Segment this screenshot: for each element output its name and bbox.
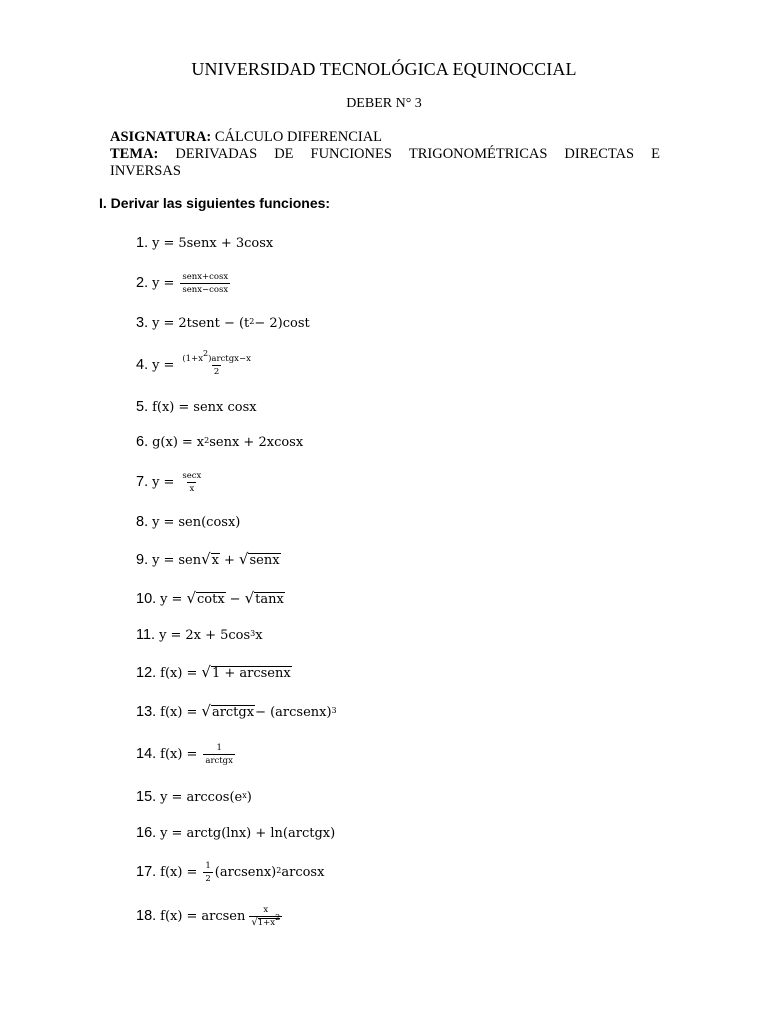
numerator: x [263, 904, 269, 915]
topic-word: FUNCIONES [310, 146, 392, 162]
exercise-16 [136, 818, 335, 848]
topic-word: TRIGONOMÉTRICAS [408, 146, 548, 162]
numerator: senx+cosx [182, 271, 229, 282]
numerator: 1 [216, 742, 222, 753]
exercise-2 [136, 268, 232, 298]
rhs-part: x [255, 627, 263, 643]
lhs: y [152, 552, 160, 568]
exercise-number: 18. [136, 908, 157, 924]
fraction [180, 471, 203, 494]
subject-line [110, 129, 660, 146]
exercise-number: 11. [136, 627, 156, 643]
math-expression: y = sen √ x + √ senx [152, 550, 280, 568]
exercise-number: 5. [136, 399, 149, 415]
square-root [201, 552, 220, 568]
exercise-11 [136, 620, 263, 650]
lhs: f(x) [152, 399, 175, 415]
radical-sign: √ [186, 589, 196, 607]
exercise-number: 12. [136, 665, 157, 681]
exponent: 2 [275, 912, 281, 922]
math-expression: f(x) = √ 1 + arcsenx [160, 663, 291, 681]
rhs-part: − (arcsenx) [255, 704, 332, 720]
math-expression: f(x) = $\frac{1}{2}$ (arcsenx) $^2$ arcosx [160, 860, 325, 884]
radicand: 1 + arcsenx [211, 666, 291, 681]
lhs: f(x) [160, 704, 183, 720]
radicand: cotx [197, 592, 225, 607]
lhs: f(x) [160, 864, 183, 880]
lhs: f(x) [160, 746, 183, 762]
lhs: y [152, 514, 160, 530]
exercise-13 [136, 697, 337, 727]
function-prefix: sen [178, 552, 202, 568]
lhs: y [160, 591, 168, 607]
exercise-12 [136, 658, 292, 688]
exercise-number: 13. [136, 704, 157, 720]
denominator: arctgx [205, 755, 233, 766]
exercise-6 [136, 427, 303, 457]
lhs: y [152, 275, 160, 291]
exercise-number: 9. [136, 552, 149, 568]
math-expression: y = arccos(e $^x$ ) [160, 789, 252, 805]
exercise-3 [136, 308, 310, 338]
numerator-part: )arctgx−x [208, 353, 251, 364]
exercise-number: 16. [136, 825, 157, 841]
rhs: senx cosx [193, 399, 257, 415]
lhs: y [152, 235, 160, 251]
radical-sign: √ [201, 702, 211, 720]
lhs: y [152, 474, 160, 490]
topic-line-2: INVERSAS [110, 163, 181, 179]
radical-sign: √ [238, 550, 249, 568]
math-expression: f(x) = √ arctgx − (arcsenx) $^3$ [160, 702, 337, 720]
topic-word: DERIVADAS [175, 146, 258, 162]
square-root [251, 912, 281, 928]
math-expression: y = √ cotx − √ tanx [160, 589, 284, 607]
radicand: arctgx [211, 705, 255, 720]
exercise-number: 2. [136, 275, 149, 291]
exercise-number: 7. [136, 474, 149, 490]
denominator: senx−cosx [182, 284, 229, 295]
radicand-part: 1+x [257, 917, 276, 928]
lhs: y [160, 825, 168, 841]
exponent: 2 [203, 348, 209, 358]
fraction [203, 861, 212, 884]
topic-label: TEMA: [110, 146, 159, 162]
radicand: x [211, 553, 220, 568]
rhs-part: ) [246, 789, 252, 805]
exercise-number: 14. [136, 746, 157, 762]
exercise-18 [136, 901, 284, 931]
denominator [249, 912, 282, 928]
university-title: UNIVERSIDAD TECNOLÓGICA EQUINOCCIAL [191, 59, 577, 79]
fraction [180, 348, 253, 377]
numerator-part: (1+x [182, 353, 203, 364]
math-expression: y = 2x + 5cos $^3$ x [159, 627, 263, 643]
rhs-part: 2x + 5cos [185, 627, 251, 643]
exercise-number: 1. [136, 235, 149, 251]
math-expression: g(x) = x $^2$ senx + 2xcosx [152, 434, 304, 450]
denominator: x [189, 483, 195, 494]
rhs-part: − 2)cost [254, 315, 310, 331]
rhs-part: 2tsent − (t [178, 315, 250, 331]
square-root [201, 665, 291, 681]
exercise-8 [136, 507, 240, 537]
topic-block [110, 146, 660, 180]
radical-sign: √ [244, 589, 255, 607]
numerator: 1 [205, 860, 211, 871]
exercise-number: 4. [136, 357, 149, 373]
square-root [201, 704, 255, 720]
rhs: arctg(lnx) + ln(arctgx) [186, 825, 336, 841]
fraction [249, 905, 282, 928]
rhs-part: (arcsenx) [214, 864, 277, 880]
radicand [257, 912, 281, 928]
lhs: y [152, 357, 160, 373]
math-expression: f(x) = $\frac{1}{\text{arctgx}}$ [160, 742, 233, 766]
exercise-number: 8. [136, 514, 149, 530]
square-root [245, 591, 285, 607]
lhs: y [160, 789, 168, 805]
math-expression: y = $\frac{(1+x^2)arctgx-x}{2}$ [152, 348, 251, 377]
lhs: f(x) [160, 665, 183, 681]
exercise-number: 10. [136, 591, 157, 607]
denominator: 2 [205, 873, 211, 884]
topic-word: DIRECTAS [564, 146, 635, 162]
subject-value: CÁLCULO DIFERENCIAL [214, 129, 383, 145]
exercise-number: 3. [136, 315, 149, 331]
math-expression: y = 5senx + 3cosx [152, 235, 274, 251]
lhs: f(x) [160, 908, 183, 924]
rhs-part: arccos(e [186, 789, 243, 805]
exercise-5 [136, 392, 257, 422]
exercise-1 [136, 228, 273, 258]
function-prefix: arcsen [201, 908, 246, 924]
exercise-14 [136, 739, 237, 769]
math-expression: f(x) = senx cosx [152, 399, 257, 415]
rhs-part: senx + 2xcosx [209, 434, 304, 450]
rhs-part: x [196, 434, 205, 450]
math-expression: f(x) = arcsen x √ $1+x^2$ [160, 904, 281, 928]
rhs: 5senx + 3cosx [178, 235, 274, 251]
math-expression: y = $\frac{\sec x}{x}$ [152, 470, 202, 494]
numerator [180, 348, 253, 365]
fraction [180, 272, 230, 295]
radicand: senx [249, 553, 280, 568]
math-expression: y = $\frac{\text{senx+cosx}}{\text{senx−cosx}}$ [152, 271, 229, 295]
exercise-15 [136, 782, 252, 812]
radical-sign: √ [201, 550, 211, 568]
math-expression: y = 2tsent − (t $^2$ − 2)cost [152, 315, 310, 331]
exercise-4 [136, 350, 255, 380]
radicand: tanx [255, 592, 284, 607]
radical-sign: √ [251, 916, 258, 928]
operator: − [229, 591, 241, 607]
numerator: secx [182, 470, 202, 481]
math-expression: y = arctg(lnx) + ln(arctgx) [160, 825, 336, 841]
lhs: g(x) [152, 434, 178, 450]
assignment-number: DEBER N° 3 [346, 96, 422, 111]
lhs: y [152, 315, 160, 331]
exercise-number: 17. [136, 864, 157, 880]
exercise-9 [136, 545, 281, 575]
square-root [239, 552, 281, 568]
radical-sign: √ [201, 663, 211, 681]
lhs: y [159, 627, 167, 643]
exercise-7 [136, 467, 205, 497]
rhs: sen(cosx) [178, 514, 241, 530]
fraction [203, 743, 235, 766]
section-heading: I. Derivar las siguientes funciones: [99, 195, 331, 211]
topic-word: DE [274, 146, 294, 162]
exercise-10 [136, 584, 285, 614]
topic-word: E [651, 146, 660, 162]
topic-line-1 [110, 146, 660, 163]
exercise-number: 15. [136, 789, 157, 805]
exercise-17 [136, 857, 324, 887]
denominator: 2 [213, 366, 220, 377]
square-root [186, 591, 225, 607]
exercise-number: 6. [136, 434, 149, 450]
operator: + [224, 552, 235, 568]
rhs-part: arcosx [281, 864, 325, 880]
subject-label: ASIGNATURA: [110, 129, 212, 145]
math-expression: y = sen(cosx) [152, 514, 241, 530]
